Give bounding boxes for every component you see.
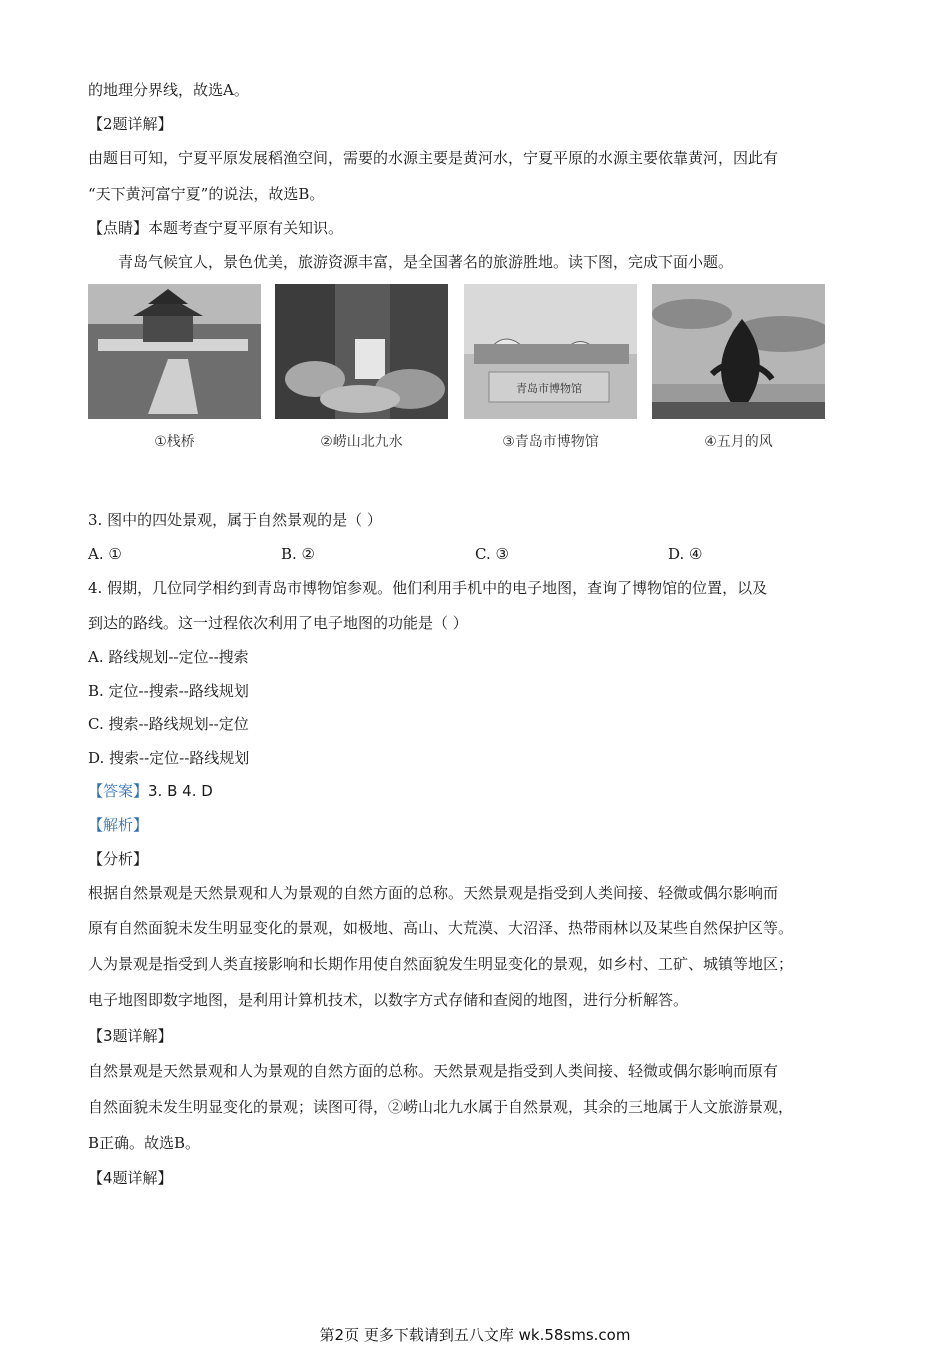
q4-option-a: A. 路线规划--定位--搜索 xyxy=(88,648,249,666)
answer-line xyxy=(88,781,213,801)
analysis-label: 【解析】 xyxy=(88,816,149,834)
q3-option-c: C. ③ xyxy=(475,545,509,563)
photo-caption: ①栈桥 xyxy=(154,434,195,450)
analysis-paragraph: 根据自然景观是天然景观和人为景观的自然方面的总称。天然景观是指受到人类间接、轻微或偶尔影响而 xyxy=(88,884,779,902)
text-line: 的地理分界线，故选A。 xyxy=(88,81,249,99)
photo-laoshan xyxy=(275,284,448,419)
text-line: 由题目可知，宁夏平原发展稻渔空间，需要的水源主要是黄河水，宁夏平原的水源主要依靠黄河，因此有 xyxy=(88,149,779,167)
detail-4-heading: 【4题详解】 xyxy=(88,1169,173,1187)
photo-museum xyxy=(464,284,637,419)
question-4-stem: 4. 假期，几位同学相约到青岛市博物馆参观。他们利用手机中的电子地图，查询了博物馆的位置，以及 xyxy=(88,579,768,597)
page-footer: 第2页 更多下载请到五八文库 wk.58sms.com xyxy=(319,1326,631,1344)
q4-option-d: D. 搜索--定位--路线规划 xyxy=(88,749,250,767)
photo-caption: ③青岛市博物馆 xyxy=(502,434,599,450)
intro-line: 青岛气候宜人，景色优美，旅游资源丰富，是全国著名的旅游胜地。读下图，完成下面小题。 xyxy=(118,253,734,271)
section-heading: 【2题详解】 xyxy=(88,115,173,133)
photo-wind-of-may xyxy=(652,284,825,419)
photo-caption: ②崂山北九水 xyxy=(320,434,403,450)
text-line: “天下黄河富宁夏”的说法，故选B。 xyxy=(88,185,325,203)
q3-option-a: A. ① xyxy=(88,545,122,563)
fenxi-heading: 【分析】 xyxy=(88,850,149,868)
analysis-paragraph: 人为景观是指受到人类直接影响和长期作用使自然面貌发生明显变化的景观，如乡村、工矿、城镇等地区； xyxy=(88,955,794,973)
analysis-paragraph: 电子地图即数字地图，是利用计算机技术，以数字方式存储和查阅的地图，进行分析解答。 xyxy=(88,991,689,1009)
detail-paragraph: 自然面貌未发生明显变化的景观；读图可得，②崂山北九水属于自然景观，其余的三地属于人文旅游景观， xyxy=(88,1098,794,1116)
q4-option-c: C. 搜索--路线规划--定位 xyxy=(88,715,249,733)
q4-option-b: B. 定位--搜索--路线规划 xyxy=(88,682,249,700)
question-4-stem: 到达的路线。这一过程依次利用了电子地图的功能是（ ） xyxy=(88,614,468,632)
museum-sign-text: 青岛市博物馆 xyxy=(516,382,582,395)
q3-option-d: D. ④ xyxy=(668,545,703,563)
q3-option-b: B. ② xyxy=(281,545,316,563)
detail-paragraph: 自然景观是天然景观和人为景观的自然方面的总称。天然景观是指受到人类间接、轻微或偶尔影响而原有 xyxy=(88,1062,779,1080)
answer-label: 【答案】 xyxy=(88,782,149,800)
tip-line: 【点睛】本题考查宁夏平原有关知识。 xyxy=(88,219,344,237)
detail-paragraph: B正确。故选B。 xyxy=(88,1134,201,1152)
photo-caption: ④五月的风 xyxy=(704,434,773,450)
photo-zhanqiao xyxy=(88,284,261,419)
answer-text: 3. B 4. D xyxy=(148,782,213,800)
detail-3-heading: 【3题详解】 xyxy=(88,1027,173,1045)
analysis-paragraph: 原有自然面貌未发生明显变化的景观，如极地、高山、大荒漠、大沼泽、热带雨林以及某些自然保护区等。 xyxy=(88,919,794,937)
question-3-stem: 3. 图中的四处景观，属于自然景观的是（ ） xyxy=(88,511,382,529)
